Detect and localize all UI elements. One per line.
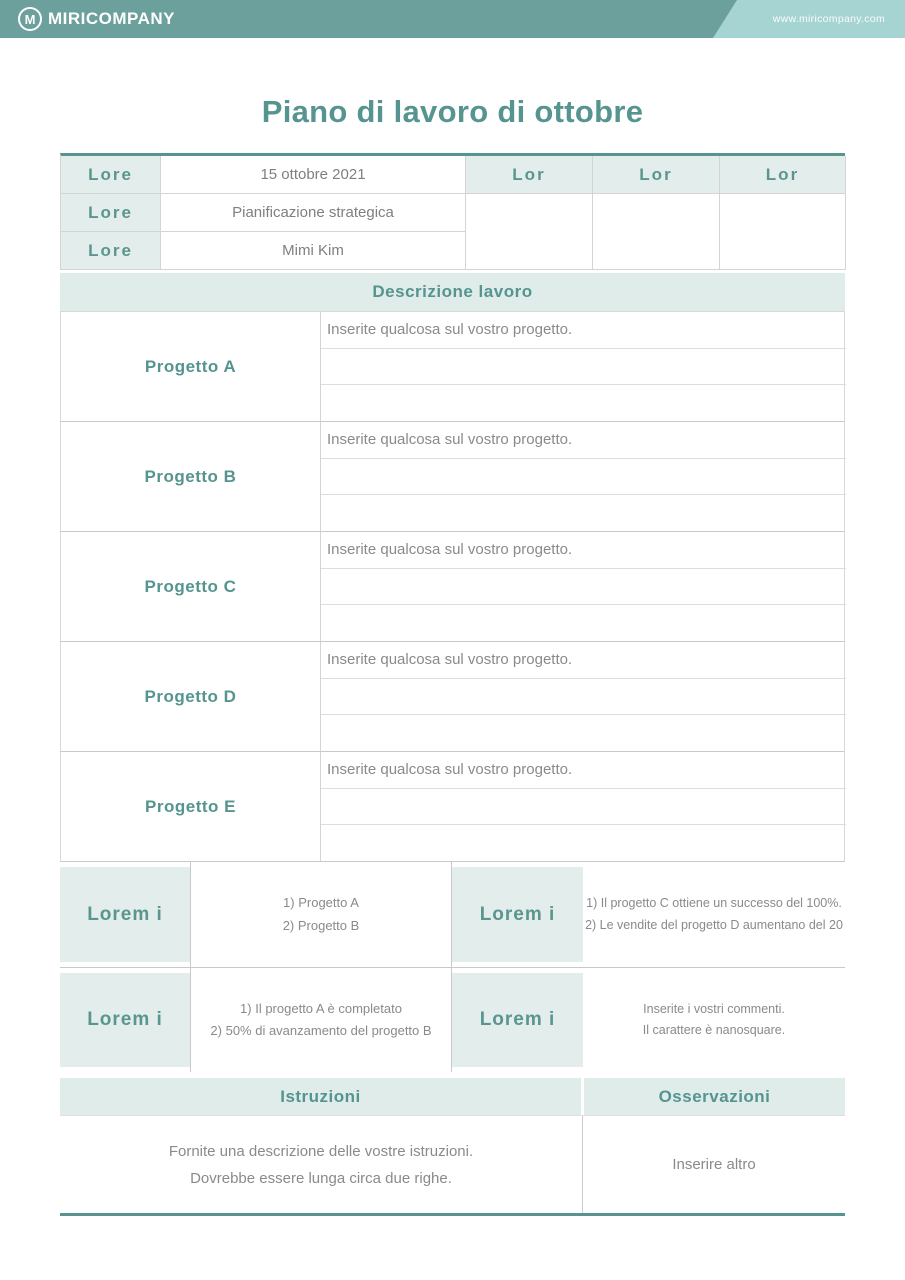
summary-comments-text bbox=[583, 968, 845, 1072]
project-description-empty-line bbox=[321, 569, 846, 606]
project-description-empty-line bbox=[321, 715, 846, 751]
info-label: Lore bbox=[61, 194, 161, 232]
project-description-placeholder: Inserite qualcosa sul vostro progetto. bbox=[321, 642, 846, 679]
project-description-placeholder: Inserite qualcosa sul vostro progetto. bbox=[321, 422, 846, 459]
project-name: Progetto C bbox=[61, 532, 321, 641]
project-name: Progetto A bbox=[61, 312, 321, 421]
summary-line: 2) Progetto B bbox=[282, 917, 360, 933]
project-description-lines bbox=[321, 312, 846, 421]
observations-header: Osservazioni bbox=[584, 1078, 845, 1115]
info-label: Lore bbox=[61, 232, 161, 270]
info-empty-cell bbox=[466, 194, 593, 270]
info-table bbox=[60, 153, 845, 270]
project-row-c bbox=[60, 532, 845, 642]
brand-name: MIRICOMPANY bbox=[48, 9, 176, 28]
project-name: Progetto D bbox=[61, 642, 321, 751]
summary-label: Lorem i bbox=[452, 867, 583, 962]
summary-line: 1) Il progetto A è completato bbox=[240, 1000, 402, 1016]
summary-line: Il carattere è nanosquare. bbox=[642, 1023, 786, 1037]
project-row-d bbox=[60, 642, 845, 752]
summary-results-text bbox=[583, 862, 845, 967]
project-row-a bbox=[60, 312, 845, 422]
info-right-header: Lor bbox=[720, 156, 846, 194]
summary-line: 2) Le vendite del progetto D aumentano del 20 bbox=[585, 917, 843, 932]
summary-label: Lorem i bbox=[452, 973, 583, 1067]
footer-headers bbox=[60, 1078, 845, 1115]
project-row-b bbox=[60, 422, 845, 532]
info-value-subject: Pianificazione strategica bbox=[161, 194, 466, 232]
project-description-empty-line bbox=[321, 349, 846, 386]
project-description-placeholder: Inserite qualcosa sul vostro progetto. bbox=[321, 532, 846, 569]
project-description-lines bbox=[321, 642, 846, 751]
summary-progress-list bbox=[190, 968, 452, 1072]
info-right-header: Lor bbox=[593, 156, 720, 194]
summary-completed-list bbox=[190, 862, 452, 967]
project-description-empty-line bbox=[321, 605, 846, 641]
page-title: Piano di lavoro di ottobre bbox=[261, 94, 644, 129]
info-value-author: Mimi Kim bbox=[161, 232, 466, 270]
project-name: Progetto B bbox=[61, 422, 321, 531]
info-empty-cell bbox=[720, 194, 846, 270]
projects-table bbox=[60, 311, 845, 862]
brand-bar bbox=[0, 0, 905, 38]
project-description-placeholder: Inserite qualcosa sul vostro progetto. bbox=[321, 312, 846, 349]
summary-line: 2) 50% di avanzamento del progetto B bbox=[210, 1023, 432, 1038]
logo bbox=[18, 0, 175, 38]
project-description-lines bbox=[321, 752, 846, 861]
project-description-lines bbox=[321, 532, 846, 641]
summary-row-2 bbox=[60, 967, 845, 1072]
description-section-header: Descrizione lavoro bbox=[60, 273, 845, 311]
info-empty-cell bbox=[593, 194, 720, 270]
observations-text: Inserire altro bbox=[672, 1156, 756, 1173]
info-right-header: Lor bbox=[466, 156, 593, 194]
website-url: www.miricompany.com bbox=[772, 13, 885, 25]
project-description-empty-line bbox=[321, 459, 846, 496]
summary-row-1 bbox=[60, 862, 845, 967]
info-value-date: 15 ottobre 2021 bbox=[161, 156, 466, 194]
summary-line: 1) Progetto A bbox=[283, 895, 359, 911]
summary-line: 1) Il progetto C ottiene un successo del 100%. bbox=[586, 896, 842, 911]
project-description-placeholder: Inserite qualcosa sul vostro progetto. bbox=[321, 752, 846, 789]
instructions-line: Dovrebbe essere lunga circa due righe. bbox=[190, 1169, 452, 1187]
project-name: Progetto E bbox=[61, 752, 321, 861]
project-description-empty-line bbox=[321, 679, 846, 716]
instructions-text bbox=[60, 1116, 583, 1213]
project-description-empty-line bbox=[321, 385, 846, 421]
instructions-header: Istruzioni bbox=[60, 1078, 581, 1115]
project-description-empty-line bbox=[321, 495, 846, 531]
project-description-empty-line bbox=[321, 789, 846, 826]
project-description-lines bbox=[321, 422, 846, 531]
summary-label: Lorem i bbox=[60, 867, 190, 962]
logo-m-icon: M bbox=[18, 7, 42, 31]
summary-line: Inserite i vostri commenti. bbox=[643, 1001, 785, 1016]
summary-label: Lorem i bbox=[60, 973, 190, 1067]
project-row-e bbox=[60, 752, 845, 862]
info-label: Lore bbox=[61, 156, 161, 194]
project-description-empty-line bbox=[321, 825, 846, 861]
footer-body bbox=[60, 1115, 845, 1216]
instructions-line: Fornite una descrizione delle vostre istruzioni. bbox=[168, 1142, 474, 1160]
summary-table bbox=[60, 862, 845, 1072]
